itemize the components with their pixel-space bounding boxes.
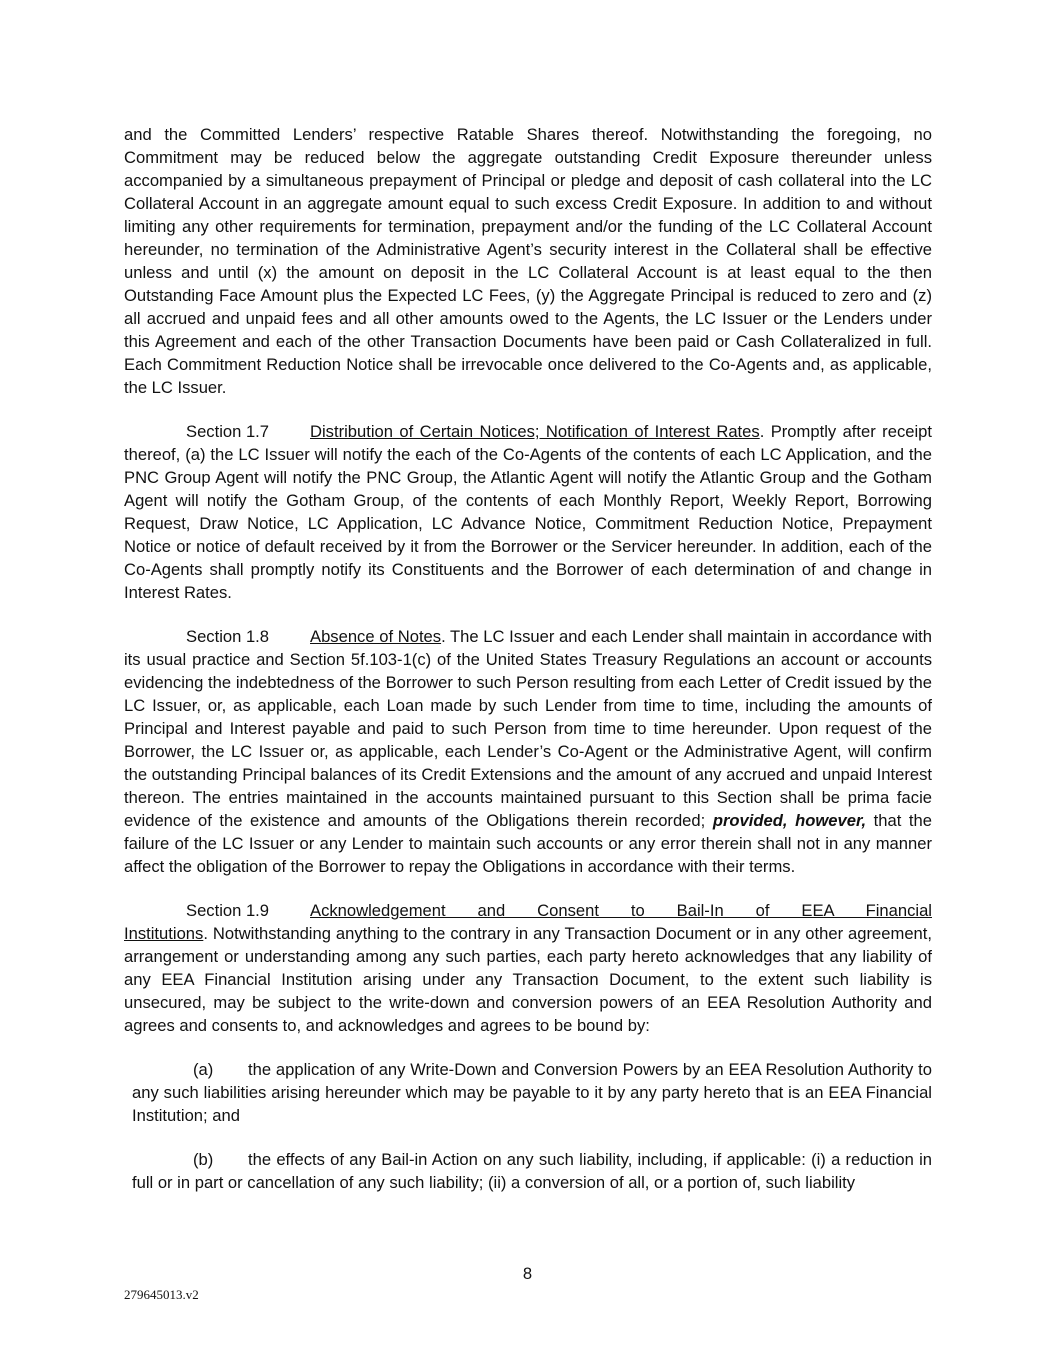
section-body: . The LC Issuer and each Lender shall maintain in accordance with its usual practice and Section 5f.103-1(c) of the United States Treasury Regulations an account or accounts evidencing the indebtedness of the Borrower to such Person resulting from each Letter of Credit issued by the LC Issuer, or, as applicable, each Loan made by such Lender from time to time, including the amounts of Principal and Interest payable and paid to such Person from time to time hereunder. Upon request of the Borrower, the LC Issuer or, as applicable, each Lender’s Co-Agent or the Administrative Agent, will confirm the outstanding Principal balances of its Credit Extensions and the amount of any accrued and unpaid Interest thereon. The entries maintained in the accounts maintained pursuant to this Section shall be prima facie evidence of the existence and amounts of the Obligations therein recorded; — [124, 627, 932, 830]
continuation-paragraph: and the Committed Lenders’ respective Ratable Shares thereof. Notwithstanding the foregoing, no Commitment may be reduced below the aggregate outstanding Credit Exposure thereunder unless accompanied by a simultaneous prepayment of Principal or pledge and deposit of cash collateral into the LC Collateral Account in an aggregate amount equal to such excess Credit Exposure. In addition to and without limiting any other requirements for termination, prepayment and/or the funding of the LC Collateral Account hereunder, no termination of the Administrative Agent’s security interest in the Collateral shall be effective unless and until (x) the amount on deposit in the LC Collateral Account is at least equal to the then Outstanding Face Amount plus the Expected LC Fees, (y) the Aggregate Principal is reduced to zero and (z) all accrued and unpaid fees and all other amounts owed to the Agents, the LC Issuer or the Lenders under this Agreement and each of the other Transaction Documents have been paid or Cash Collateralized in full. Each Commitment Reduction Notice shall be irrevocable once delivered to the Co-Agents and, as applicable, the LC Issuer. — [124, 125, 932, 397]
list-item — [132, 1058, 932, 1127]
list-item-label: (a) — [193, 1060, 214, 1079]
section-title: Distribution of Certain Notices; Notification of Interest Rates — [310, 422, 760, 441]
section-title: Absence of Notes — [310, 627, 442, 646]
proviso-text: provided, however, — [712, 811, 867, 830]
section-number: Section 1.9 — [186, 901, 270, 920]
list-item-label: (b) — [193, 1150, 214, 1169]
section-1-7 — [124, 420, 932, 604]
section-body: . Promptly after receipt thereof, (a) the LC Issuer will notify the each of the Co-Agents of the contents of each LC Application, and the PNC Group Agent will notify the PNC Group, the Atlantic Agent will notify the Atlantic Group and the Gotham Agent will notify the Gotham Group, of the contents of each Monthly Report, Weekly Report, Borrowing Request, Draw Notice, LC Application, LC Advance Notice, Commitment Reduction Notice, Prepayment Notice or notice of default received by it from the Borrower or the Servicer hereunder. In addition, each of the Co-Agents shall promptly notify its Constituents and the Borrower of each determination of and change in Interest Rates. — [124, 422, 932, 602]
document-body — [124, 123, 932, 1215]
section-body: . Notwithstanding anything to the contrary in any Transaction Document or in any other agreement, arrangement or understanding among any such parties, each party hereto acknowledges that any liability of any EEA Financial Institution arising under any Transaction Document, to the extent such liability is unsecured, may be subject to the write-down and conversion powers of an EEA Resolution Authority and agrees and consents to, and acknowledges and agrees to be bound by: — [124, 924, 932, 1035]
list-item — [132, 1148, 932, 1194]
document-id: 279645013.v2 — [124, 1287, 199, 1302]
section-1-9 — [124, 899, 932, 1037]
section-number: Section 1.7 — [186, 422, 270, 441]
page-number: 8 — [522, 1264, 533, 1283]
section-1-8 — [124, 625, 932, 878]
section-body-end: that the failure of the LC Issuer or any Lender to maintain such accounts or any error therein shall not in any manner affect the obligation of the Borrower to repay the Obligations in accordance with their terms. — [124, 811, 932, 876]
section-number: Section 1.8 — [186, 627, 270, 646]
list-item-text: the effects of any Bail-in Action on any such liability, including, if applicable: (i) a reduction in full or in part or cancellation of any such liability; (ii) a conversion of all, or a portion of, such liability — [132, 1150, 932, 1192]
section-title: Acknowledgement and Consent to Bail-In of EEA Financial Institutions — [124, 901, 932, 943]
list-item-text: the application of any Write-Down and Conversion Powers by an EEA Resolution Authority to any such liabilities arising hereunder which may be payable to it by any party hereto that is an EEA Financial Institution; and — [132, 1060, 932, 1125]
